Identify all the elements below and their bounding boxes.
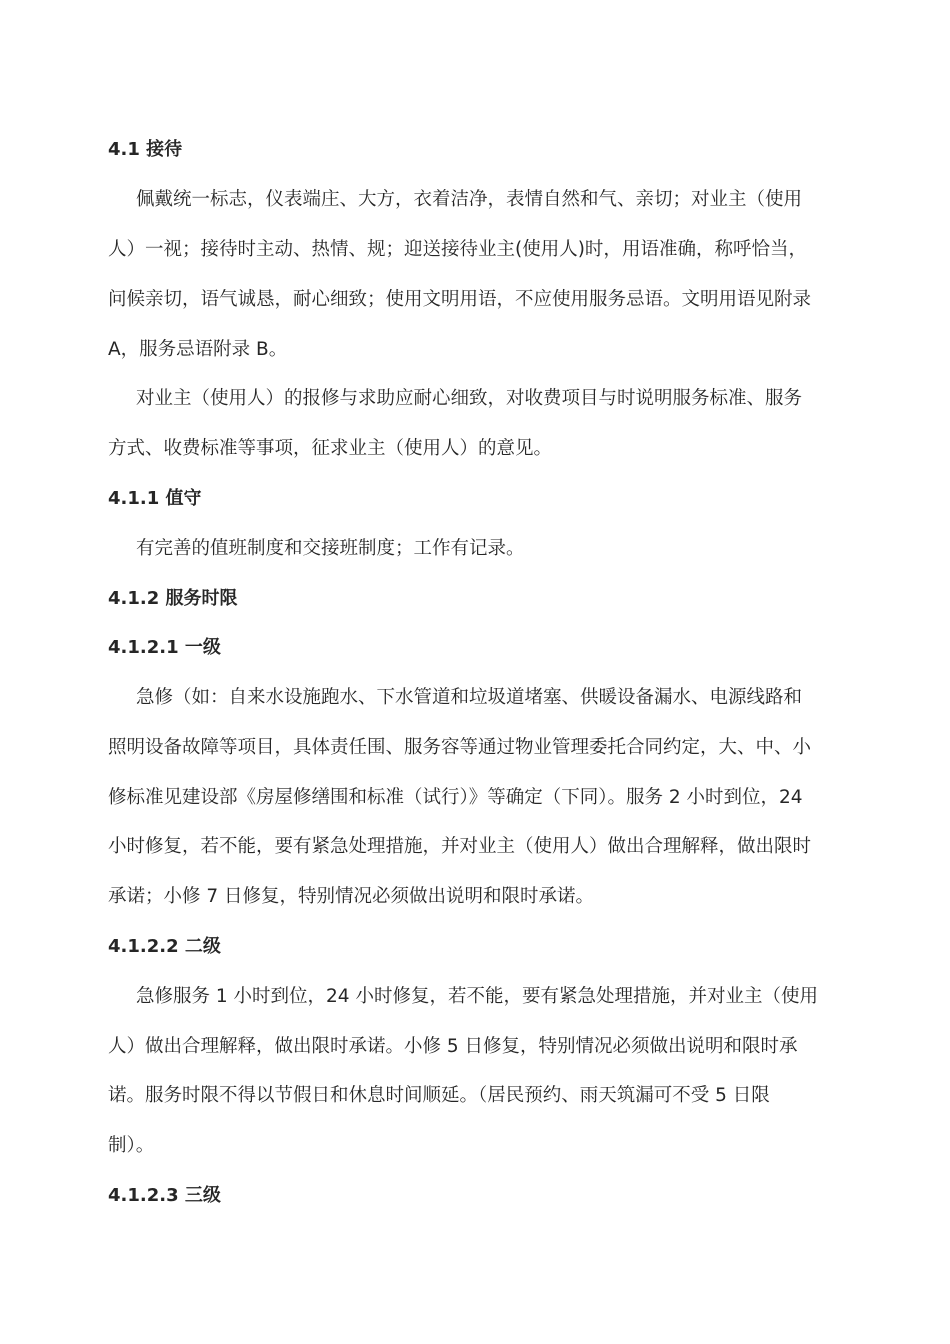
paragraph-line: 制）。 — [108, 1135, 155, 1156]
section-heading: 4.1.2.3 三级 — [108, 1185, 221, 1206]
paragraph-line: 承诺；小修 7 日修复，特别情况必须做出说明和限时承诺。 — [108, 886, 595, 907]
paragraph-line: 有完善的值班制度和交接班制度；工作有记录。 — [136, 538, 525, 559]
paragraph-line: 对业主（使用人）的报修与求助应耐心细致，对收费项目与时说明服务标准、服务 — [136, 388, 803, 409]
paragraph-line: 问候亲切，语气诚恳，耐心细致；使用文明用语，不应使用服务忌语。文明用语见附录 — [108, 289, 812, 310]
paragraph-line: 修标准见建设部《房屋修缮围和标准（试行）》等确定（下同）。服务 2 小时到位，24 — [108, 787, 803, 808]
paragraph-line: 照明设备故障等项目，具体责任围、服务容等通过物业管理委托合同约定，大、中、小 — [108, 737, 812, 758]
section-heading: 4.1.1 值守 — [108, 488, 202, 509]
paragraph-line: 急修服务 1 小时到位，24 小时修复，若不能，要有紧急处理措施，并对业主（使用 — [136, 986, 818, 1007]
paragraph-line: 佩戴统一标志，仪表端庄、大方，衣着洁净，表情自然和气、亲切；对业主（使用 — [136, 189, 803, 210]
paragraph-line: 人）一视；接待时主动、热情、规；迎送接待业主(使用人)时，用语准确，称呼恰当， — [108, 239, 807, 260]
section-heading: 4.1.2.2 二级 — [108, 936, 221, 957]
paragraph-line: A，服务忌语附录 B。 — [108, 339, 288, 360]
section-heading: 4.1 接待 — [108, 139, 183, 160]
paragraph-line: 诺。服务时限不得以节假日和休息时间顺延。（居民预约、雨天筑漏可不受 5 日限 — [108, 1085, 770, 1106]
paragraph-line: 人）做出合理解释，做出限时承诺。小修 5 日修复，特别情况必须做出说明和限时承 — [108, 1036, 798, 1057]
paragraph-line: 方式、收费标准等事项，征求业主（使用人）的意见。 — [108, 438, 553, 459]
paragraph-line: 急修（如：自来水设施跑水、下水管道和垃圾道堵塞、供暖设备漏水、电源线路和 — [136, 687, 803, 708]
paragraph-line: 小时修复，若不能，要有紧急处理措施，并对业主（使用人）做出合理解释，做出限时 — [108, 836, 812, 857]
section-heading: 4.1.2.1 一级 — [108, 637, 221, 658]
section-heading: 4.1.2 服务时限 — [108, 588, 238, 609]
